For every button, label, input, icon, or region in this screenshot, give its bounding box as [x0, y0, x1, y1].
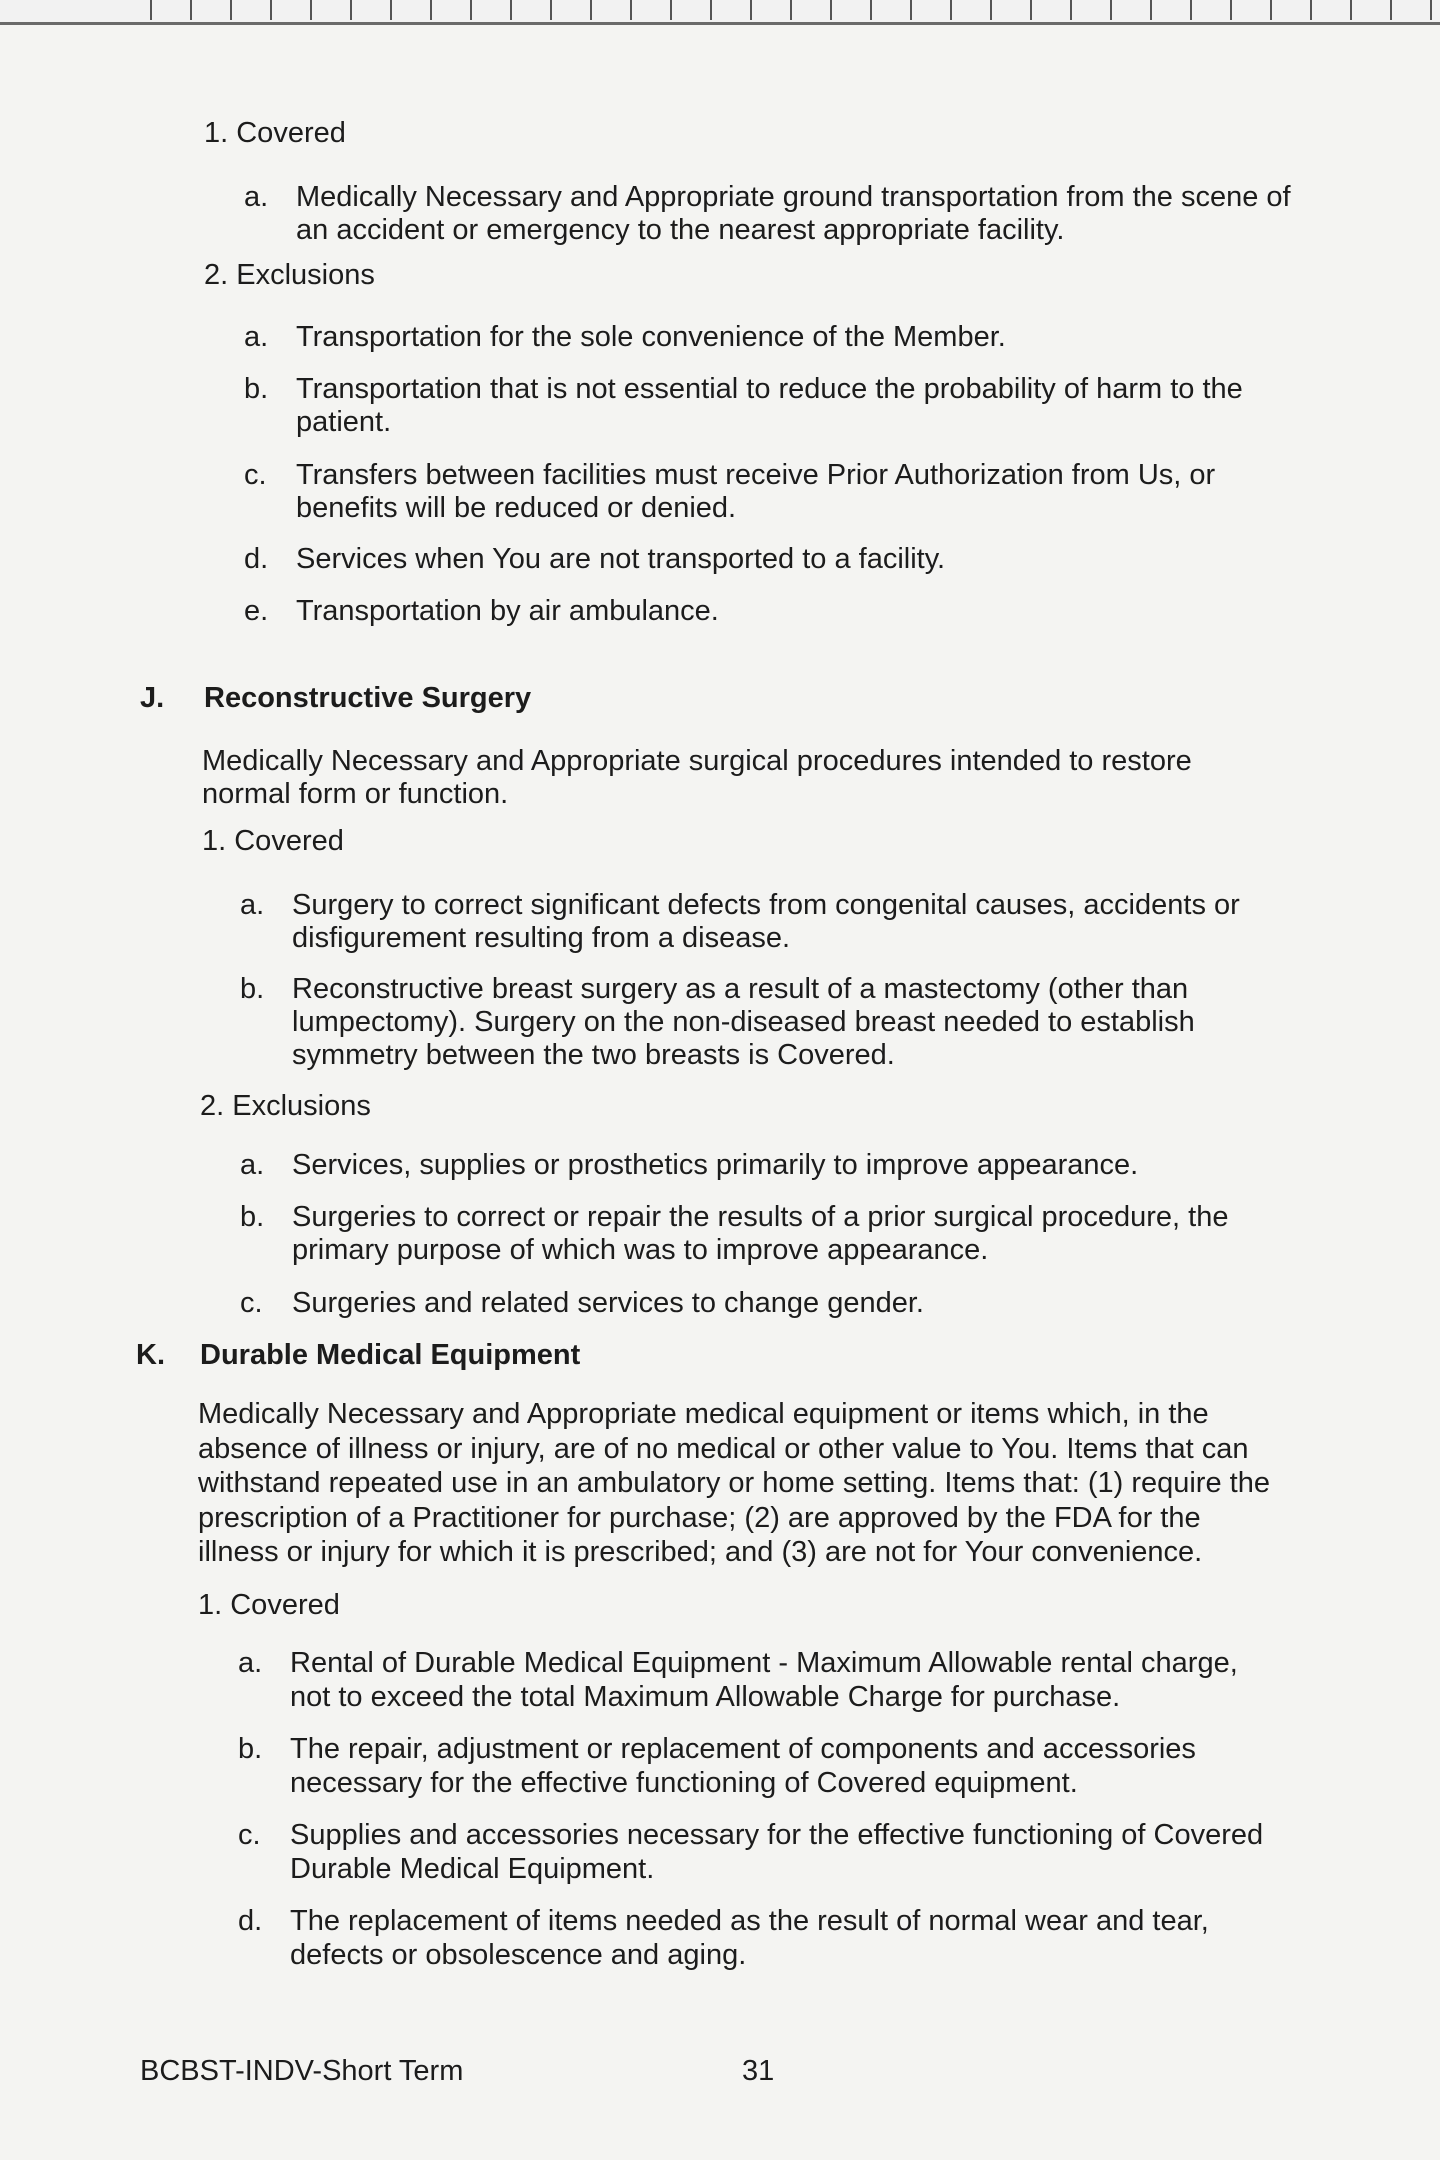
list-marker: c.: [244, 459, 267, 491]
section-intro-text: prescription of a Practitioner for purchase; (2) are approved by the FDA for the: [198, 1501, 1201, 1534]
footer-doc-id: BCBST-INDV-Short Term: [140, 2055, 464, 2087]
section-letter: K.: [136, 1339, 165, 1371]
list-item-text: Reconstructive breast surgery as a result of a mastectomy (other than: [292, 973, 1189, 1005]
list-item-text: necessary for the effective functioning of Covered equipment.: [290, 1767, 1078, 1799]
page-number: 31: [742, 2055, 775, 2087]
list-marker: d.: [238, 1905, 263, 1937]
list-item-text: Transfers between facilities must receive Prior Authorization from Us, or: [296, 459, 1216, 491]
list-item-text: primary purpose of which was to improve appearance.: [292, 1234, 989, 1266]
subsection-heading: 1. Covered: [202, 825, 344, 857]
section-intro-text: Medically Necessary and Appropriate medical equipment or items which, in the: [198, 1398, 1209, 1430]
section-title: Reconstructive Surgery: [204, 682, 532, 714]
list-item-text: not to exceed the total Maximum Allowable Charge for purchase.: [290, 1681, 1121, 1713]
list-marker: a.: [238, 1647, 263, 1679]
list-item-text: Services when You are not transported to a facility.: [296, 543, 946, 575]
list-item-text: The repair, adjustment or replacement of components and accessories: [290, 1733, 1196, 1765]
list-item-text: The replacement of items needed as the result of normal wear and tear,: [290, 1905, 1209, 1937]
section-intro-text: illness or injury for which it is prescribed; and (3) are not for Your convenience.: [198, 1536, 1203, 1568]
list-marker: b.: [244, 373, 269, 405]
list-item-text: Durable Medical Equipment.: [290, 1853, 655, 1885]
list-marker: c.: [238, 1819, 261, 1851]
list-item-text: defects or obsolescence and aging.: [290, 1939, 747, 1971]
list-item-text: disfigurement resulting from a disease.: [292, 922, 791, 954]
list-marker: b.: [240, 1201, 265, 1233]
section-letter: J.: [140, 682, 165, 714]
section-title: Durable Medical Equipment: [200, 1339, 581, 1371]
list-marker: a.: [244, 181, 269, 213]
list-marker: c.: [240, 1287, 263, 1319]
list-item-text: Transportation by air ambulance.: [296, 595, 719, 627]
list-marker: a.: [240, 889, 265, 921]
list-item-text: Transportation that is not essential to reduce the probability of harm to the: [296, 373, 1243, 405]
subsection-heading: 2. Exclusions: [200, 1090, 371, 1122]
list-item-text: Medically Necessary and Appropriate ground transportation from the scene of: [296, 181, 1291, 213]
section-intro-text: withstand repeated use in an ambulatory or home setting. Items that: (1) require the: [198, 1467, 1270, 1499]
list-marker: b.: [240, 973, 265, 1005]
subsection-heading: 1. Covered: [198, 1589, 340, 1621]
list-item-text: an accident or emergency to the nearest appropriate facility.: [296, 214, 1065, 246]
section-intro-text: normal form or function.: [202, 778, 509, 810]
list-item-text: Supplies and accessories necessary for the effective functioning of Covered: [290, 1819, 1264, 1851]
list-item-text: lumpectomy). Surgery on the non-diseased breast needed to establish: [292, 1006, 1195, 1038]
section-intro-text: absence of illness or injury, are of no medical or other value to You. Items that can: [198, 1432, 1249, 1465]
list-item-text: symmetry between the two breasts is Covered.: [292, 1039, 895, 1071]
subsection-heading: 1. Covered: [204, 117, 346, 149]
list-item-text: Surgeries to correct or repair the results of a prior surgical procedure, the: [292, 1201, 1229, 1233]
list-marker: d.: [244, 543, 269, 575]
subsection-heading: 2. Exclusions: [204, 259, 375, 291]
list-item-text: patient.: [296, 406, 392, 438]
list-item-text: Transportation for the sole convenience of the Member.: [296, 321, 1006, 353]
list-marker: a.: [240, 1149, 265, 1181]
list-item-text: Surgeries and related services to change gender.: [292, 1287, 924, 1319]
list-item-text: Rental of Durable Medical Equipment - Maximum Allowable rental charge,: [290, 1647, 1238, 1679]
list-marker: a.: [244, 321, 269, 353]
list-item-text: benefits will be reduced or denied.: [296, 492, 737, 524]
list-item-text: Surgery to correct significant defects from congenital causes, accidents or: [292, 889, 1240, 921]
list-item-text: Services, supplies or prosthetics primarily to improve appearance.: [292, 1149, 1139, 1181]
list-marker: b.: [238, 1733, 263, 1765]
list-marker: e.: [244, 595, 269, 627]
section-intro-text: Medically Necessary and Appropriate surgical procedures intended to restore: [202, 745, 1192, 777]
